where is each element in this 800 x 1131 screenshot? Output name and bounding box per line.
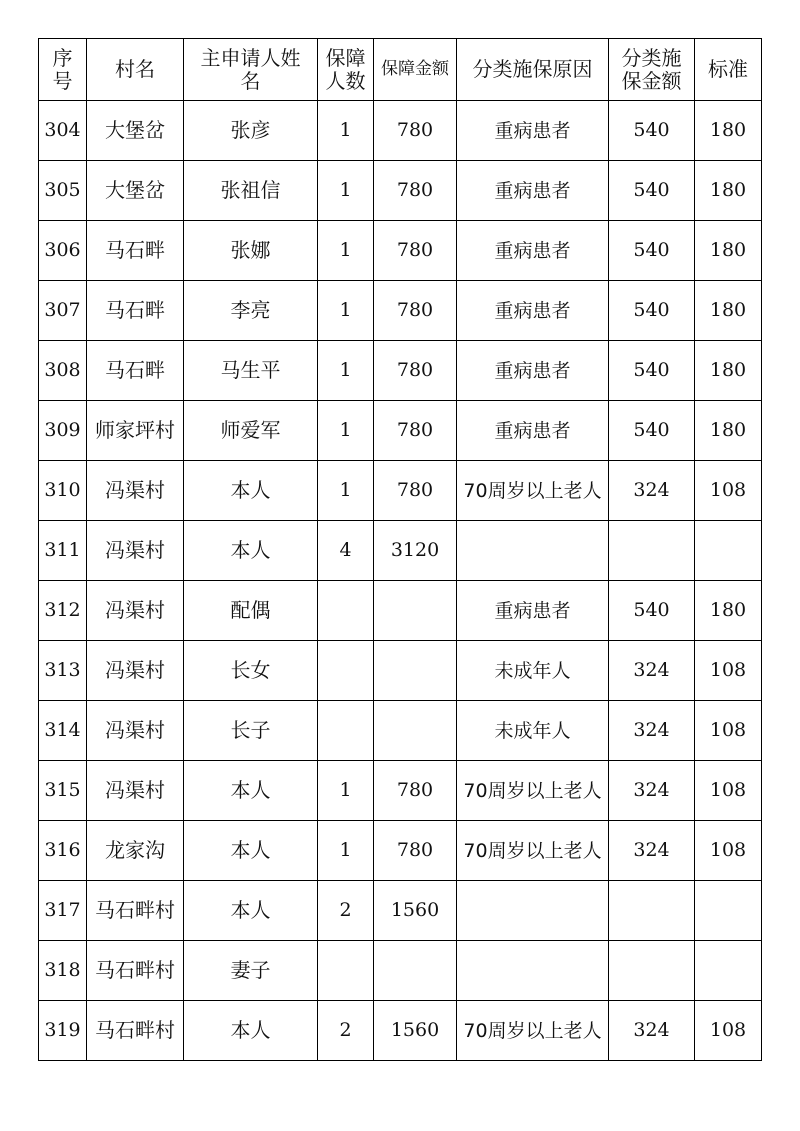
row-number: 316 xyxy=(39,821,87,881)
protection-amount xyxy=(374,581,457,641)
row-number: 311 xyxy=(39,521,87,581)
standard-amount: 108 xyxy=(695,701,762,761)
classification-reason xyxy=(457,881,609,941)
row-number: 307 xyxy=(39,281,87,341)
applicant-name: 李亮 xyxy=(184,281,318,341)
classification-reason: 重病患者 xyxy=(457,581,609,641)
protected-count xyxy=(318,641,374,701)
protected-count: 1 xyxy=(318,161,374,221)
applicant-name: 配偶 xyxy=(184,581,318,641)
protected-count xyxy=(318,581,374,641)
protection-amount: 780 xyxy=(374,461,457,521)
standard-amount: 180 xyxy=(695,281,762,341)
table-row xyxy=(39,281,762,341)
village-name: 大堡岔 xyxy=(87,161,184,221)
row-number: 309 xyxy=(39,401,87,461)
village-name: 冯渠村 xyxy=(87,701,184,761)
table-row xyxy=(39,521,762,581)
classification-amount xyxy=(609,881,695,941)
applicant-name: 张祖信 xyxy=(184,161,318,221)
protected-count: 4 xyxy=(318,521,374,581)
standard-amount: 108 xyxy=(695,641,762,701)
protected-count: 1 xyxy=(318,281,374,341)
standard-amount: 108 xyxy=(695,1001,762,1061)
applicant-name: 长子 xyxy=(184,701,318,761)
protection-amount: 3120 xyxy=(374,521,457,581)
protected-count: 2 xyxy=(318,881,374,941)
standard-amount xyxy=(695,521,762,581)
classification-reason: 未成年人 xyxy=(457,641,609,701)
protected-count xyxy=(318,941,374,1001)
protected-count: 1 xyxy=(318,221,374,281)
protection-amount: 780 xyxy=(374,101,457,161)
table-row xyxy=(39,461,762,521)
protection-amount: 780 xyxy=(374,821,457,881)
table-row xyxy=(39,761,762,821)
protected-count xyxy=(318,701,374,761)
protected-count: 1 xyxy=(318,761,374,821)
classification-reason: 重病患者 xyxy=(457,401,609,461)
protection-amount xyxy=(374,701,457,761)
row-number: 319 xyxy=(39,1001,87,1061)
protection-amount xyxy=(374,641,457,701)
table-row xyxy=(39,581,762,641)
applicant-name: 本人 xyxy=(184,761,318,821)
protection-amount: 780 xyxy=(374,221,457,281)
header-class-amount: 分类施保金额 xyxy=(609,39,695,101)
classification-reason: 70周岁以上老人 xyxy=(457,821,609,881)
row-number: 308 xyxy=(39,341,87,401)
village-name: 冯渠村 xyxy=(87,461,184,521)
classification-amount: 540 xyxy=(609,221,695,281)
table-body xyxy=(39,101,762,1061)
classification-reason xyxy=(457,941,609,1001)
applicant-name: 本人 xyxy=(184,1001,318,1061)
table-row xyxy=(39,161,762,221)
classification-amount: 324 xyxy=(609,1001,695,1061)
protected-count: 1 xyxy=(318,341,374,401)
classification-amount: 540 xyxy=(609,101,695,161)
village-name: 龙家沟 xyxy=(87,821,184,881)
standard-amount: 180 xyxy=(695,161,762,221)
header-reason: 分类施保原因 xyxy=(457,39,609,101)
classification-reason xyxy=(457,521,609,581)
header-count: 保障人数 xyxy=(318,39,374,101)
village-name: 冯渠村 xyxy=(87,521,184,581)
standard-amount: 180 xyxy=(695,101,762,161)
table-row xyxy=(39,101,762,161)
row-number: 317 xyxy=(39,881,87,941)
table-row xyxy=(39,941,762,1001)
classification-amount: 324 xyxy=(609,641,695,701)
classification-reason: 未成年人 xyxy=(457,701,609,761)
standard-amount: 108 xyxy=(695,461,762,521)
applicant-name: 本人 xyxy=(184,461,318,521)
village-name: 马石畔村 xyxy=(87,941,184,1001)
table-row xyxy=(39,821,762,881)
classification-amount: 324 xyxy=(609,701,695,761)
protected-count: 1 xyxy=(318,461,374,521)
protection-amount: 1560 xyxy=(374,1001,457,1061)
classification-amount xyxy=(609,521,695,581)
protection-amount: 1560 xyxy=(374,881,457,941)
village-name: 大堡岔 xyxy=(87,101,184,161)
village-name: 师家坪村 xyxy=(87,401,184,461)
row-number: 318 xyxy=(39,941,87,1001)
standard-amount xyxy=(695,881,762,941)
standard-amount: 180 xyxy=(695,401,762,461)
standard-amount: 180 xyxy=(695,581,762,641)
header-amount: 保障金额 xyxy=(374,39,457,101)
table-row xyxy=(39,341,762,401)
classification-amount: 324 xyxy=(609,461,695,521)
classification-reason: 重病患者 xyxy=(457,341,609,401)
village-name: 马石畔村 xyxy=(87,1001,184,1061)
village-name: 马石畔 xyxy=(87,341,184,401)
header-village: 村名 xyxy=(87,39,184,101)
table-row xyxy=(39,641,762,701)
classification-reason: 重病患者 xyxy=(457,101,609,161)
assistance-table xyxy=(38,38,762,1061)
protection-amount: 780 xyxy=(374,341,457,401)
standard-amount: 108 xyxy=(695,821,762,881)
classification-amount xyxy=(609,941,695,1001)
row-number: 312 xyxy=(39,581,87,641)
protected-count: 1 xyxy=(318,101,374,161)
protected-count: 2 xyxy=(318,1001,374,1061)
protected-count: 1 xyxy=(318,401,374,461)
row-number: 306 xyxy=(39,221,87,281)
protection-amount: 780 xyxy=(374,401,457,461)
classification-reason: 70周岁以上老人 xyxy=(457,461,609,521)
table-row xyxy=(39,1001,762,1061)
protected-count: 1 xyxy=(318,821,374,881)
classification-reason: 重病患者 xyxy=(457,221,609,281)
standard-amount: 180 xyxy=(695,221,762,281)
applicant-name: 本人 xyxy=(184,821,318,881)
classification-amount: 324 xyxy=(609,821,695,881)
applicant-name: 妻子 xyxy=(184,941,318,1001)
classification-amount: 324 xyxy=(609,761,695,821)
classification-reason: 70周岁以上老人 xyxy=(457,1001,609,1061)
header-applicant: 主申请人姓名 xyxy=(184,39,318,101)
classification-reason: 重病患者 xyxy=(457,281,609,341)
row-number: 313 xyxy=(39,641,87,701)
standard-amount: 108 xyxy=(695,761,762,821)
applicant-name: 本人 xyxy=(184,521,318,581)
applicant-name: 师爱军 xyxy=(184,401,318,461)
table-row xyxy=(39,701,762,761)
village-name: 马石畔 xyxy=(87,281,184,341)
standard-amount xyxy=(695,941,762,1001)
classification-amount: 540 xyxy=(609,161,695,221)
applicant-name: 张娜 xyxy=(184,221,318,281)
row-number: 315 xyxy=(39,761,87,821)
header-standard: 标准 xyxy=(695,39,762,101)
applicant-name: 本人 xyxy=(184,881,318,941)
protection-amount xyxy=(374,941,457,1001)
village-name: 冯渠村 xyxy=(87,641,184,701)
classification-amount: 540 xyxy=(609,401,695,461)
applicant-name: 长女 xyxy=(184,641,318,701)
row-number: 310 xyxy=(39,461,87,521)
classification-reason: 70周岁以上老人 xyxy=(457,761,609,821)
classification-amount: 540 xyxy=(609,341,695,401)
village-name: 马石畔 xyxy=(87,221,184,281)
village-name: 冯渠村 xyxy=(87,581,184,641)
classification-amount: 540 xyxy=(609,581,695,641)
classification-reason: 重病患者 xyxy=(457,161,609,221)
table-row xyxy=(39,881,762,941)
protection-amount: 780 xyxy=(374,281,457,341)
classification-amount: 540 xyxy=(609,281,695,341)
row-number: 304 xyxy=(39,101,87,161)
protection-amount: 780 xyxy=(374,161,457,221)
table-row xyxy=(39,401,762,461)
header-row xyxy=(39,39,762,101)
standard-amount: 180 xyxy=(695,341,762,401)
row-number: 305 xyxy=(39,161,87,221)
applicant-name: 马生平 xyxy=(184,341,318,401)
village-name: 马石畔村 xyxy=(87,881,184,941)
table-row xyxy=(39,221,762,281)
row-number: 314 xyxy=(39,701,87,761)
applicant-name: 张彦 xyxy=(184,101,318,161)
village-name: 冯渠村 xyxy=(87,761,184,821)
protection-amount: 780 xyxy=(374,761,457,821)
header-no: 序号 xyxy=(39,39,87,101)
